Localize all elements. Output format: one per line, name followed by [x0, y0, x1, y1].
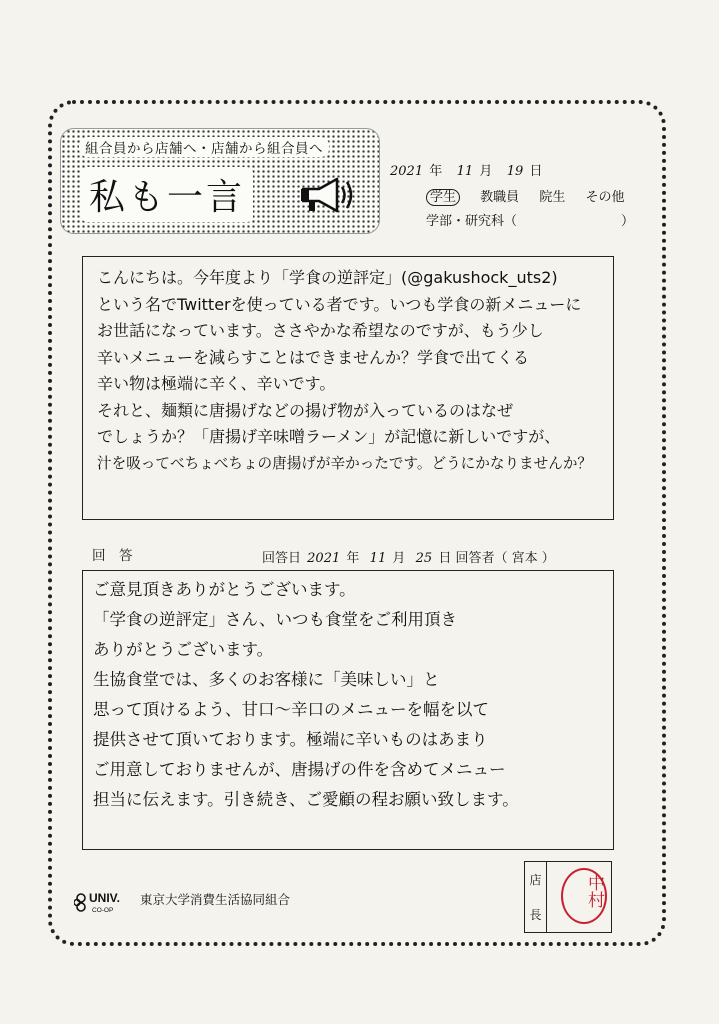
- answer-line: ご用意しておりませんが、唐揚げの件を含めてメニュー: [93, 760, 506, 779]
- opinion-line: でしょうか？「唐揚げ辛味噌ラーメン」が記憶に新しいですが、: [97, 427, 561, 446]
- respondent-label: 回答者（: [455, 551, 508, 566]
- manager-label: [525, 862, 547, 932]
- answer-line: 担当に伝えます。引き続き、ご愛顧の程お願い致します。: [93, 790, 519, 809]
- coop-logo: [74, 886, 138, 920]
- manager-label-bottom: 長: [529, 908, 542, 922]
- opinion-line: こんにちは。今年度より「学食の逆評定」(@gakushock_uts2): [97, 268, 558, 287]
- answer-month-label: 月: [392, 551, 406, 566]
- opinion-line: お世話になっています。ささやかな希望なのですが、もう少し: [97, 321, 544, 340]
- answer-text: [93, 575, 519, 815]
- manager-approval-box: [524, 861, 612, 933]
- answer-day-label: 日: [438, 551, 452, 566]
- date-month: 11: [456, 164, 474, 179]
- seal-text: 中村: [584, 874, 604, 908]
- answer-year-label: 年: [346, 551, 360, 566]
- answer-date-year: 2021: [307, 551, 341, 566]
- form-banner: [60, 128, 380, 234]
- megaphone-icon: [297, 171, 357, 221]
- role-option-student: 学生: [426, 189, 460, 206]
- opinion-text: [97, 265, 592, 477]
- organization-name: 東京大学消費生活協同組合: [140, 892, 291, 907]
- respondent-close: ）: [541, 551, 555, 566]
- answer-heading: 回 答: [92, 548, 133, 564]
- opinion-line: という名でTwitterを使っている者です。いつも学食の新メニューに: [97, 294, 582, 314]
- role-options: [426, 186, 634, 205]
- answer-date-month: 11: [369, 551, 387, 566]
- answer-date-label: 回答日: [262, 551, 302, 566]
- answer-meta: [262, 547, 555, 566]
- answer-line: ご意見頂きありがとうございます。: [93, 580, 356, 599]
- answer-line: ありがとうございます。: [93, 640, 274, 659]
- date-day: 19: [506, 164, 524, 179]
- banner-title: 私も一言: [81, 167, 253, 222]
- answer-line: 思って頂けるよう、甘口〜辛口のメニューを幅を以て: [93, 700, 489, 719]
- banner-subtitle: 組合員から店舗へ・店舗から組合員へ: [79, 137, 329, 157]
- role-option-other: その他: [585, 190, 625, 205]
- department-field: 学部・研究科（ ）: [426, 214, 635, 229]
- answer-box: [82, 570, 614, 850]
- opinion-line: 辛い物は極端に辛く、辛いです。: [97, 374, 336, 393]
- logo-sub: CO-OP: [92, 907, 114, 914]
- opinion-box: [82, 256, 614, 520]
- respondent-name: 宮本: [511, 551, 538, 566]
- answer-line: 生協食堂では、多くのお客様に「美味しい」と: [93, 670, 440, 689]
- answer-line: 「学食の逆評定」さん、いつも食堂をご利用頂き: [93, 610, 457, 629]
- logo-word: UNIV.: [89, 891, 120, 905]
- manager-label-top: 店: [529, 873, 542, 887]
- opinion-line: 汁を吸ってべちょべちょの唐揚げが辛かったです。どうにかなりませんか？: [97, 454, 593, 472]
- role-option-staff: 教職員: [480, 190, 520, 205]
- answer-line: 提供させて頂いております。極端に辛いものはあまり: [93, 730, 488, 749]
- role-option-grad: 院生: [539, 190, 566, 205]
- year-label: 年: [429, 164, 443, 179]
- opinion-line: 辛いメニューを減らすことはできませんか？学食で出てくる: [97, 347, 530, 367]
- month-label: 月: [479, 164, 493, 179]
- opinion-line: それと、麺類に唐揚げなどの揚げ物が入っているのはなぜ: [97, 400, 514, 420]
- day-label: 日: [529, 164, 543, 179]
- coop-logo-mark-icon: [74, 886, 138, 916]
- submission-date: [388, 160, 542, 179]
- date-year: 2021: [390, 164, 424, 179]
- manager-seal: [561, 868, 607, 924]
- answer-date-day: 25: [415, 551, 433, 566]
